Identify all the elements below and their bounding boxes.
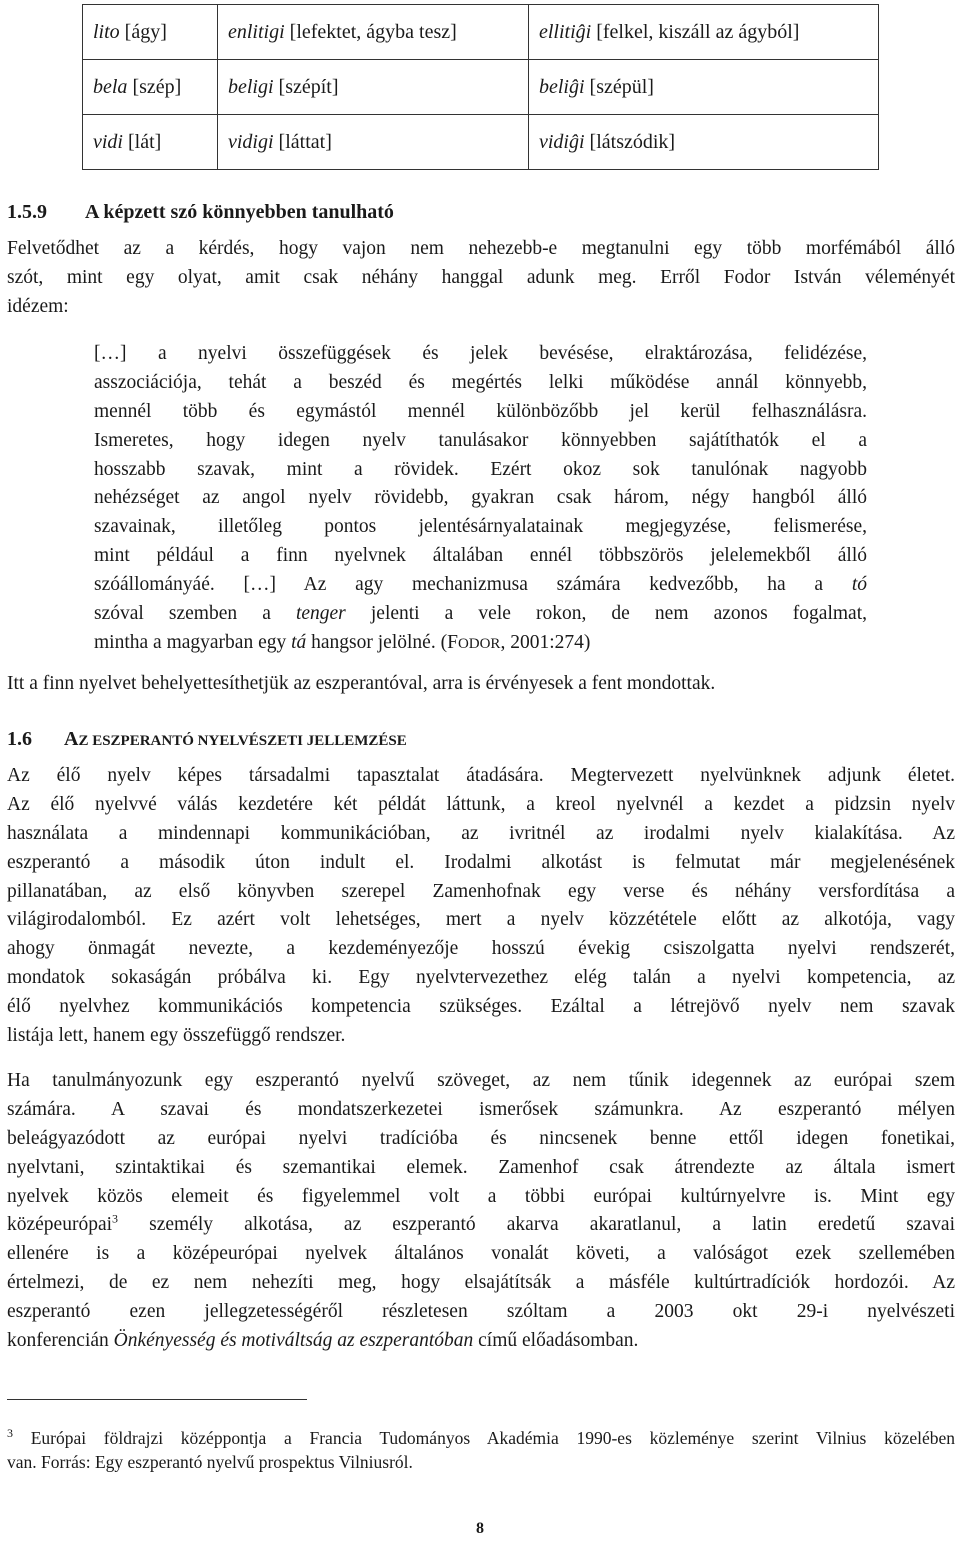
paragraph-line: számára. A szavai és mondatszerkezetei ismerősek számunkra. Az eszperantó mélyen [7,1098,955,1120]
paragraph-finn [7,670,955,699]
paragraph-line: Az élő nyelvvé válás kezdetére két példát láttunk, a kreol nyelvnél a kezdet a pidzsin nyelv [7,793,955,815]
esperanto-word: vidiĝi [539,130,585,153]
paragraph-line: beleágyazódott az európai nyelvi tradícióba és nincsenek benne ettől idegen fonetikai, [7,1127,955,1149]
footnote-line: van. Forrás: Egy eszperantó nyelvű prospektus Vilniusról. [7,1452,413,1472]
quote-text: szóval szemben a [94,603,296,625]
quote-line: mennél több és egymástól mennél különbözőbb jel kerül felhasználásra. [94,400,867,422]
table-cell [529,5,879,60]
citation-author-initial: F [447,631,458,653]
quote-line: nehézséget az angol nyelv rövidebb, gyakran csak három, négy hangból álló [94,487,867,509]
section-title-rest: Z ESZPERANTÓ NYELVÉSZETI JELLEMZÉSE [78,733,407,749]
footnote-line [7,1426,955,1450]
quote-line [94,629,867,658]
paragraph-intro [7,235,955,322]
esperanto-word: ellitiĝi [539,20,592,43]
paragraph-line: Az élő nyelv képes társadalmi tapasztalat átadására. Megtervezett nyelvünknek adjunk életet. [7,765,955,786]
citation-author-rest: ODOR [457,635,501,652]
block-quote [94,340,867,658]
word-formation-table [82,4,879,170]
paragraph-text: személy alkotása, az eszperantó akarva akaratlanul, a latin eredetű szavai [118,1214,955,1236]
citation-year: , 2001:274) [500,631,591,653]
paragraph-line: nyelvek közös elemeit és figyelemmel volt a többi európai kultúrnyelvre is. Mint egy [7,1185,955,1207]
lecture-title: Önkényesség és motiváltság az eszperantóban [113,1330,474,1352]
section-heading-1-6 [7,725,407,756]
paragraph-line: Itt a finn nyelvet behelyettesíthetjük az eszperantóval, arra is érvényesek a fent mondottak. [7,673,716,694]
table-cell [83,5,218,60]
footnote-mark: 3 [7,1426,13,1441]
paragraph-line: idézem: [7,295,69,317]
paragraph-line: listája lett, hanem egy összefüggő rendszer. [7,1025,346,1047]
hungarian-meaning: [szépül] [589,75,654,98]
paragraph-living-language [7,762,955,1051]
table-cell [529,115,879,170]
hungarian-meaning: [ágy] [124,20,167,43]
table-cell [83,60,218,115]
paragraph-line: ellenére is a középeurópai nyelvek általános vonalát követi, a valóságot ezek szellemében [7,1243,955,1265]
quote-line: hosszabb szavak, mint a rövidek. Ezért okoz sok tanulónak nagyobb [94,458,867,480]
esperanto-word: beliĝi [539,75,585,98]
paragraph-text: című előadásomban. [473,1330,639,1352]
hungarian-meaning: [láttat] [278,130,332,153]
table-cell [83,115,218,170]
hungarian-meaning: [felkel, kiszáll az ágyból] [596,20,800,43]
quote-line: szavainak, illetőleg pontos jelentésárnyalatainak megjegyzése, felismerése, [94,516,867,538]
footnote-divider [7,1399,307,1400]
paragraph-line: nyelvtani, szintaktikai és szemantikai elemek. Zamenhof csak átrendezte az általa ismert [7,1156,955,1178]
section-title-initial: A [64,728,79,750]
esperanto-word: lito [93,20,120,43]
quote-text: jelenti a vele rokon, de nem azonos fogalmat, [345,603,867,625]
esperanto-word: bela [93,75,128,98]
paragraph-line: élő nyelvhez kommunikációs kompetencia szükséges. Ezáltal a létrejövő nyelv nem szavak [7,996,955,1018]
hungarian-meaning: [lát] [128,130,162,153]
esperanto-word: beligi [228,75,274,98]
esperanto-word: vidi [93,130,123,153]
paragraph-text: középeurópai [7,1214,113,1236]
paragraph-line: szót, mint egy olyat, amit csak néhány hanggal adunk meg. Erről Fodor István véleményét [7,266,955,288]
section-heading-1-5-9 [7,198,394,227]
paragraph-line: ahogy önmagát nevezte, a kezdeményezője hosszú évekig csiszolgatta nyelvi rendszerét, [7,938,955,960]
page-number: 8 [476,1520,484,1537]
esperanto-word: enlitigi [228,20,285,43]
footnote [7,1426,955,1474]
quote-text: hangsor jelölné. ( [306,631,448,653]
paragraph-line: eszperantó ezen jellegzetességéről részletesen szóltam a 2003 okt 29-i nyelvészeti [7,1301,955,1323]
paragraph-line: Felvetődhet az a kérdés, hogy vajon nem nehezebb-e megtanulni egy több morfémából álló [7,238,955,259]
table-cell [218,60,529,115]
table-row [83,5,879,60]
table-cell [529,60,879,115]
paragraph-line [7,1211,955,1240]
table-row [83,60,879,115]
quote-line: Ismeretes, hogy idegen nyelv tanulásakor könnyebben sajátíthatók el a [94,429,867,451]
hungarian-meaning: [szépít] [278,75,339,98]
section-title: A képzett szó könnyebben tanulható [85,201,394,223]
paragraph-line: értelmezi, de ez nem nehezíti meg, hogy elsajátítsák a másféle kultúrtradíciók hordozói. Az [7,1272,955,1294]
paragraph-line: Ha tanulmányozunk egy eszperantó nyelvű szöveget, az nem tűnik idegennek az európai szem [7,1070,955,1091]
quote-italic-word: tó [851,574,868,596]
quote-italic-word: tenger [295,603,346,625]
paragraph-european [7,1067,955,1356]
table-cell [218,5,529,60]
quote-text: szóállományáé. […] Az agy mechanizmusa számára kedvezőbb, ha a [94,574,824,596]
footnote-reference[interactable]: 3 [112,1211,119,1226]
quote-line: asszociációja, tehát a beszéd és megértés lelki működése annál könnyebb, [94,371,867,393]
hungarian-meaning: [látszódik] [589,130,676,153]
hungarian-meaning: [szép] [132,75,182,98]
quote-line: mint például a finn nyelvnek általában ennél többszörös jelelemekből álló [94,545,867,567]
paragraph-line: világirodalomból. Ez azért volt lehetséges, mert a nyelv közzététele előtt az alkotója, vagy [7,909,955,931]
section-number: 1.6 [7,728,32,750]
paragraph-line: eszperantó a második úton indult el. Irodalmi alkotást is felmutat már megjelenésének [7,851,955,873]
quote-italic-word: tá [291,631,307,653]
section-number: 1.5.9 [7,201,47,223]
quote-line [94,571,867,600]
footnote-text: Európai földrajzi középpontja a Francia Tudományos Akadémia 1990-es közleménye szerint Vilnius közelében [13,1428,955,1448]
paragraph-line [7,1327,955,1356]
table-cell [218,115,529,170]
quote-line [94,600,867,629]
paragraph-line: használata a mindennapi kommunikációban, az ivritnél az irodalmi nyelv kialakítása. Az [7,822,955,844]
paragraph-line: mondatok sokaságán próbálva ki. Egy nyelvtervezethez elég talán a nyelvi kompetencia, az [7,967,955,989]
paragraph-line: pillanatában, az első könyvben szerepel Zamenhofnak egy verse és néhány versfordítása a [7,880,955,902]
esperanto-word: vidigi [228,130,274,153]
quote-line: […] a nyelvi összefüggések és jelek bevésése, elraktározása, felidézése, [94,343,867,364]
hungarian-meaning: [lefektet, ágyba tesz] [289,20,457,43]
paragraph-text: konferencián [7,1330,114,1352]
quote-text: mintha a magyarban egy [94,631,292,653]
table-row [83,115,879,170]
